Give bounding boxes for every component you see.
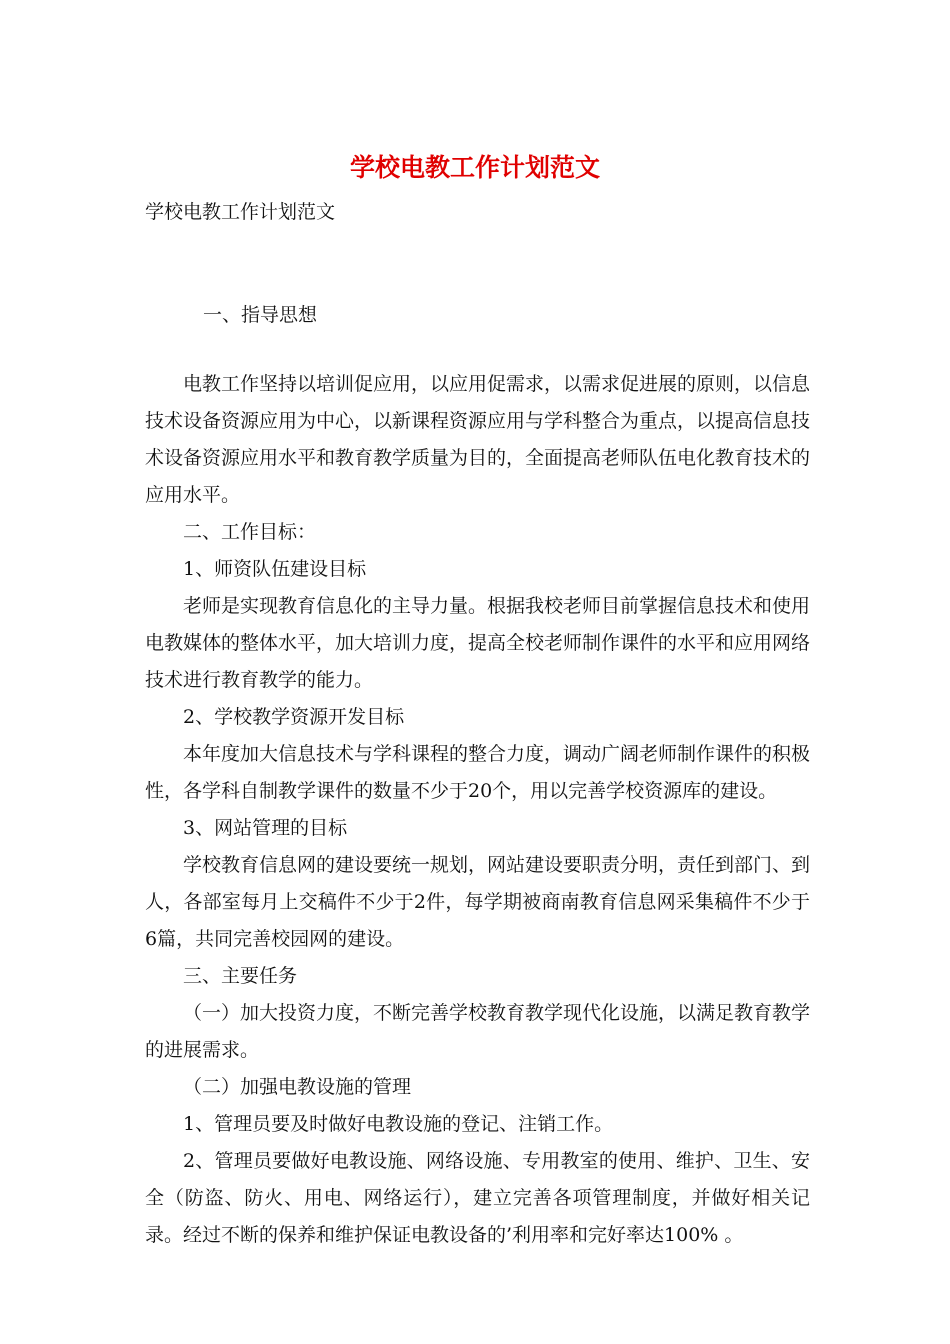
paragraph: （一）加大投资力度，不断完善学校教育教学现代化设施，以满足教育教学的进展需求。 bbox=[145, 1002, 811, 1061]
section-heading-work-goals: 二、工作目标： bbox=[183, 521, 317, 543]
subheading: 1、师资队伍建设目标 bbox=[183, 558, 367, 580]
paragraph: 1、管理员要及时做好电教设施的登记、注销工作。 bbox=[183, 1113, 614, 1135]
document-title: 学校电教工作计划范文 bbox=[349, 153, 600, 182]
subheading: 2、学校教学资源开发目标 bbox=[183, 706, 405, 728]
document-subtitle: 学校电教工作计划范文 bbox=[145, 201, 336, 223]
paragraph: 本年度加大信息技术与学科课程的整合力度，调动广阔老师制作课件的积极性，各学科自制教学课件的数量不少于20个，用以完善学校资源库的建设。 bbox=[145, 743, 811, 802]
section-heading-guiding-ideology: 一、指导思想 bbox=[203, 304, 318, 326]
paragraph: 老师是实现教育信息化的主导力量。根据我校老师目前掌握信息技术和使用电教媒体的整体水平，加大培训力度，提高全校老师制作课件的水平和应用网络技术进行教育教学的能力。 bbox=[145, 595, 811, 691]
document-body bbox=[145, 366, 810, 1254]
paragraph: 电教工作坚持以培训促应用，以应用促需求，以需求促进展的原则，以信息技术设备资源应用为中心，以新课程资源应用与学科整合为重点，以提高信息技术设备资源应用水平和教育教学质量为目的，全面提高老师队伍电化教育技术的应用水平。 bbox=[145, 373, 811, 506]
subheading: 3、网站管理的目标 bbox=[183, 817, 348, 839]
paragraph: 2、管理员要做好电教设施、网络设施、专用教室的使用、维护、卫生、安全（防盗、防火、用电、网络运行），建立完善各项管理制度，并做好相关记录。经过不断的保养和维护保证电教设备的’利用率和完好率达100% 。 bbox=[145, 1150, 810, 1246]
section-heading-main-tasks: 三、主要任务 bbox=[183, 965, 298, 987]
subheading: （二）加强电教设施的管理 bbox=[183, 1076, 412, 1098]
paragraph: 学校教育信息网的建设要统一规划，网站建设要职责分明，责任到部门、到人，各部室每月上交稿件不少于2件，每学期被商南教育信息网采集稿件不少于6篇，共同完善校园网的建设。 bbox=[145, 854, 811, 950]
